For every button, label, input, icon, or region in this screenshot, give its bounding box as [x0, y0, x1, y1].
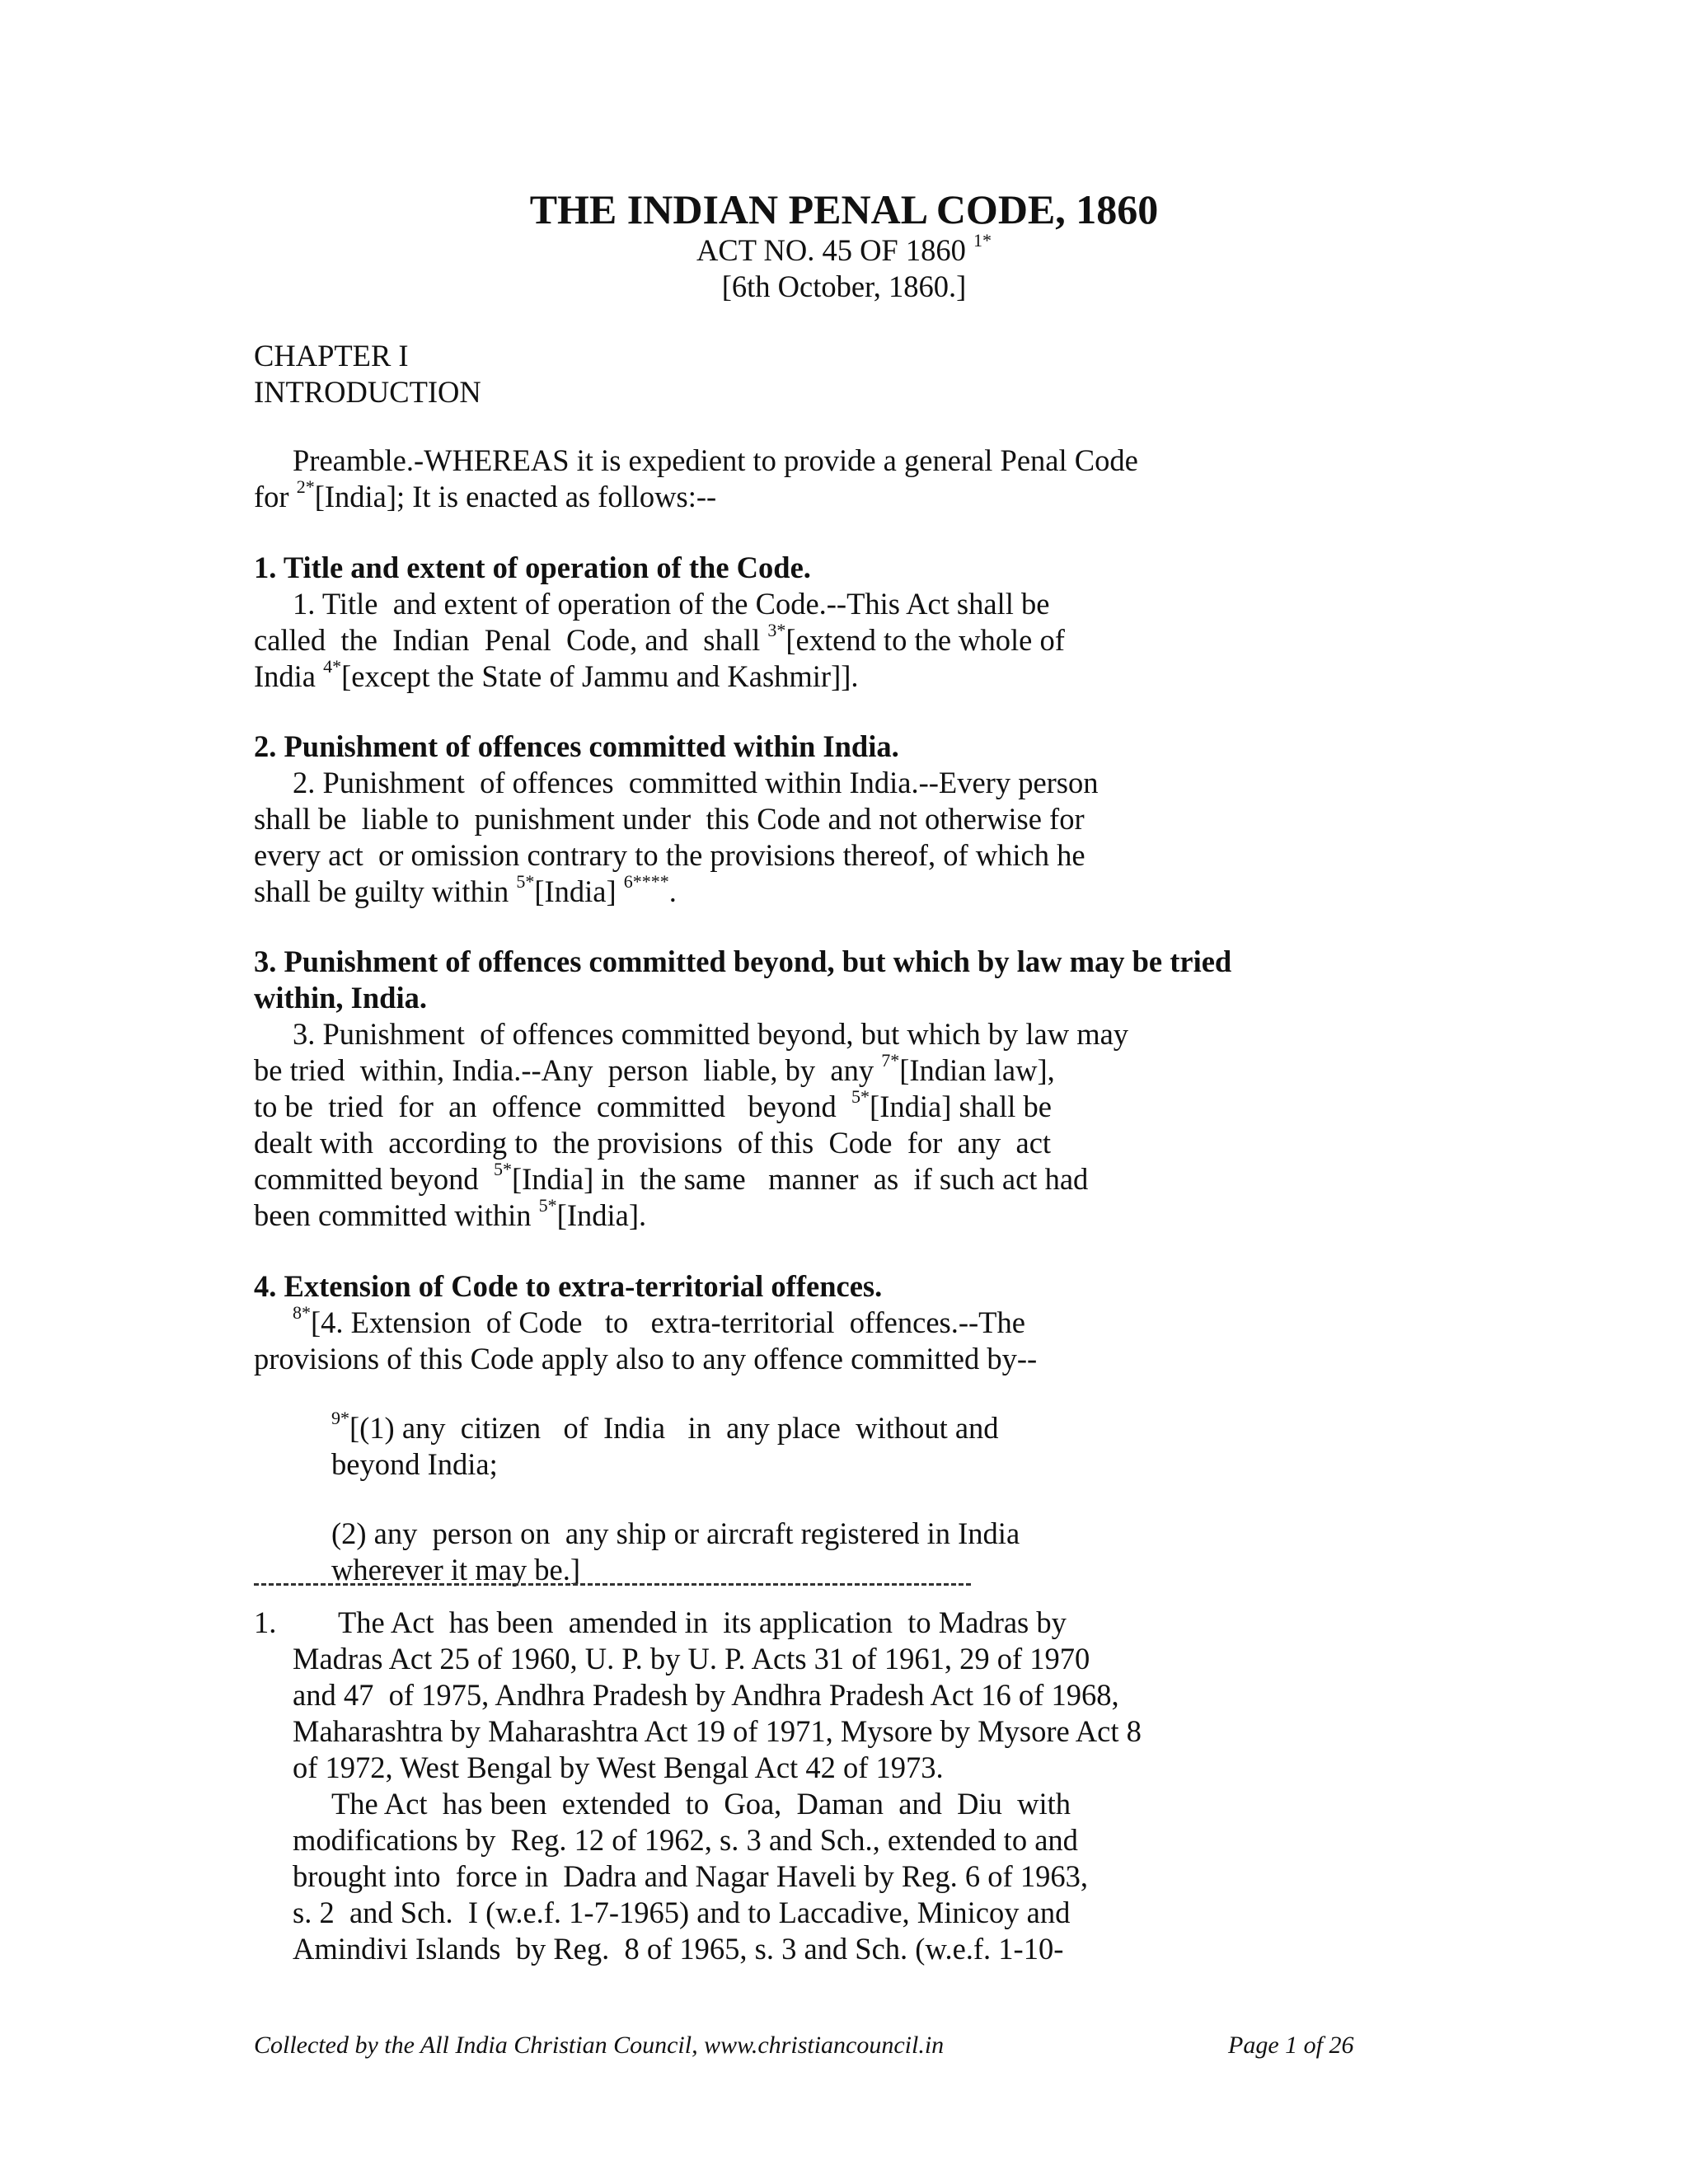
section-text: 3. Punishment of offences committed beyond, but which by law may [293, 1017, 1129, 1051]
footnote-separator [254, 1583, 971, 1586]
section-heading: 2. Punishment of offences committed within India. [254, 729, 899, 763]
section-text: be tried within, India.--Any person liable, by any $^{7*}$[Indian law], [254, 1049, 1055, 1087]
footnote-ref: 8* [293, 1301, 311, 1323]
footnote-ref: 2* [296, 476, 315, 497]
section-text: committed beyond $^{5*}$[India] in the same manner as if such act had [254, 1158, 1089, 1196]
footnote-ref: 7* [881, 1049, 900, 1071]
footnote-ref: 3* [767, 619, 786, 640]
chapter-title: INTRODUCTION [254, 375, 481, 409]
section-text: 1. Title and extent of operation of the Code.--This Act shall be [293, 587, 1050, 621]
section-text: called the Indian Penal Code, and shall $^{3*}$[extend to the whole of [254, 619, 1065, 657]
footnote-text: Amindivi Islands by Reg. 8 of 1965, s. 3 and Sch. (w.e.f. 1-10- [293, 1932, 1064, 1966]
page-number: Page 1 of 26 [1228, 2032, 1354, 2059]
section-heading: 1. Title and extent of operation of the Code. [254, 551, 811, 584]
section-heading: 3. Punishment of offences committed beyond, but which by law may be tried [254, 944, 1232, 978]
list-item: beyond India; [331, 1447, 498, 1481]
footnote-ref: 5* [851, 1085, 870, 1107]
section-heading: 4. Extension of Code to extra-territorial offences. [254, 1269, 883, 1303]
section-text: provisions of this Code apply also to any offence committed by-- [254, 1342, 1038, 1376]
act-number: ACT NO. 45 OF 1860 $^{1*}$ [696, 229, 992, 267]
section-text: to be tried for an offence committed beyond $^{5*}$[India] shall be [254, 1085, 1052, 1123]
footer-source: Collected by the All India Christian Council, www.christiancouncil.in [254, 2032, 945, 2059]
footnote-text: and 47 of 1975, Andhra Pradesh by Andhra Pradesh Act 16 of 1968, [293, 1678, 1119, 1712]
preamble-line: for $^{2*}$[India]; It is enacted as follows:-- [254, 476, 717, 513]
section-text: 2. Punishment of offences committed within India.--Every person [293, 766, 1099, 799]
footnote-ref: 5* [516, 870, 535, 892]
section-text: India $^{4*}$[except the State of Jammu and Kashmir]]. [254, 655, 859, 693]
footnote-text: Madras Act 25 of 1960, U. P. by U. P. Acts 31 of 1961, 29 of 1970 [293, 1642, 1090, 1675]
footnote-text: The Act has been extended to Goa, Daman and Diu with [331, 1787, 1071, 1821]
footnote-text: of 1972, West Bengal by West Bengal Act 42 of 1973. [293, 1750, 944, 1784]
footnote-text: s. 2 and Sch. I (w.e.f. 1-7-1965) and to Laccadive, Minicoy and [293, 1896, 1071, 1929]
footnote-text: brought into force in Dadra and Nagar Haveli by Reg. 6 of 1963, [293, 1859, 1088, 1893]
list-item: (2) any person on any ship or aircraft registered in India [331, 1516, 1020, 1550]
section-text: shall be guilty within $^{5*}$[India] $^{6****}$. [254, 870, 677, 908]
footnote-text: Maharashtra by Maharashtra Act 19 of 1971, Mysore by Mysore Act 8 [293, 1714, 1142, 1748]
page-title: THE INDIAN PENAL CODE, 1860 [529, 186, 1159, 232]
list-item: $^{9*}$[(1) any citizen of India in any place without and [331, 1407, 999, 1445]
section-text: $^{8*}$[4. Extension of Code to extra-territorial offences.--The [293, 1301, 1025, 1339]
footnote-text: modifications by Reg. 12 of 1962, s. 3 and Sch., extended to and [293, 1823, 1078, 1857]
section-text: every act or omission contrary to the provisions thereof, of which he [254, 838, 1085, 872]
footnote-number: 1. [254, 1605, 277, 1639]
footnote-ref: 6**** [623, 870, 669, 892]
list-item: wherever it may be.] [331, 1553, 580, 1586]
act-date: [6th October, 1860.] [721, 269, 967, 303]
preamble-line: Preamble.-WHEREAS it is expedient to provide a general Penal Code [293, 443, 1138, 477]
section-text: been committed within $^{5*}$[India]. [254, 1194, 647, 1232]
footnote-ref: 4* [323, 655, 342, 677]
footnote-ref: 5* [538, 1194, 557, 1216]
chapter-number: CHAPTER I [254, 339, 409, 373]
footnote-ref: 1* [973, 229, 992, 251]
section-text: dealt with according to the provisions of this Code for any act [254, 1126, 1052, 1160]
footnote-ref: 9* [331, 1407, 349, 1428]
footnote-ref: 5* [493, 1158, 512, 1179]
section-text: shall be liable to punishment under this Code and not otherwise for [254, 802, 1085, 836]
footnote-text: The Act has been amended in its application to Madras by [338, 1605, 1067, 1639]
section-heading: within, India. [254, 981, 427, 1015]
